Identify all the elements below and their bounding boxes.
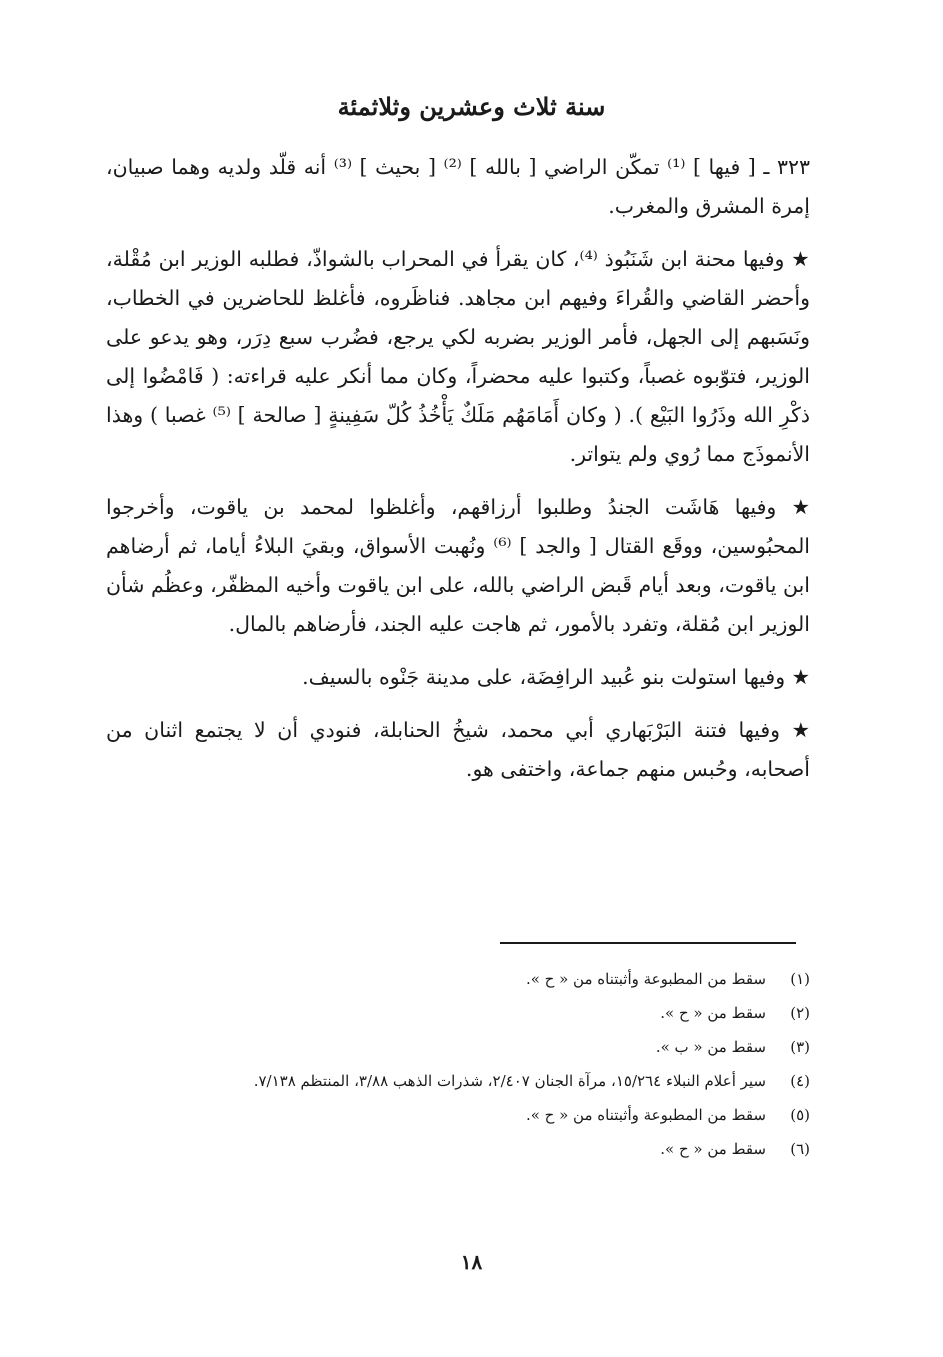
paragraph-year-entry: ٣٢٣ ـ [ فيها ] ⁽¹⁾ تمكّن الراضي [ بالله ] ⁽²⁾ [ بحيث ] ⁽³⁾ أنه قلّد ولديه وهما صبيان، إمرة المشرق والمغرب.: [106, 155, 810, 218]
paragraph-genoa: ★ وفيها استولت بنو عُبيد الرافِضَة، على مدينة جَنْوه بالسيف.: [302, 665, 810, 689]
footnote-number: (٤): [790, 1072, 810, 1090]
footnote-text: سقط من « ح ».: [660, 1140, 766, 1158]
footnotes: [106, 962, 810, 1166]
footnote-number: (٢): [790, 1004, 810, 1022]
footnote-text: سقط من « ب ».: [655, 1038, 766, 1056]
footnote-text: سقط من المطبوعة وأثبتناه من « ح ».: [525, 970, 766, 988]
paragraph-barbahari: ★ وفيها فتنة البَرْبَهاري أبي محمد، شيخُ الحنابلة، فنودي أن لا يجتمع اثنان من أصحابه، وحُبس منهم جماعة، واختفى هو.: [106, 718, 810, 781]
footnote-divider: [500, 942, 796, 944]
footnote-number: (١): [790, 970, 810, 988]
paragraph-ibn-shanabudh: ★ وفيها محنة ابن شَنَبُوذ ⁽⁴⁾، كان يقرأ في المحراب بالشواذّ، فطلبه الوزير ابن مُقْلة، وأحضر القاضي والقُراءَ وفيهم ابن مجاهد. فناظَروه، فأغلظ للحاضرين في الخطاب، ونَسَبهم إلى الجهل، فأمر الوزير بضربه لكي يرجع، فضُرب سبع دِرَر، وهو يدعو على الوزير، فتوّبوه غصباً، وكتبوا عليه محضراً، وكان مما أنكر عليه قراءته: ( فَامْضُوا إلى ذكْرِ الله وذَرُوا البَيْع ). ( وكان أَمَامَهُم مَلَكٌ يَأْخُذُ كُلّ سَفِينةٍ [ صالحة ] ⁽⁵⁾ غصبا ) وهذا الأنموذَج مما رُوي ولم يتواتر.: [106, 247, 810, 466]
footnote-item: [106, 1098, 810, 1132]
page-title: سنة ثلاث وعشرين وثلاثمئة: [337, 92, 606, 121]
footnote-item: [106, 1030, 810, 1064]
footnote-item: [106, 996, 810, 1030]
footnote-item: [106, 962, 810, 996]
footnote-text: سير أعلام النبلاء ١٥/٢٦٤، مرآة الجنان ٢/٤٠٧، شذرات الذهب ٣/٨٨، المنتظم ٧/١٣٨.: [253, 1072, 766, 1090]
footnote-number: (٥): [790, 1106, 810, 1124]
main-text: [106, 148, 810, 789]
footnote-item: [106, 1132, 810, 1166]
footnote-text: سقط من « ح ».: [660, 1004, 766, 1022]
footnote-item: [106, 1064, 810, 1098]
footnote-number: (٣): [790, 1038, 810, 1056]
page-number: ١٨: [460, 1250, 483, 1274]
footnote-text: سقط من المطبوعة وأثبتناه من « ح ».: [525, 1106, 766, 1124]
footnote-number: (٦): [790, 1140, 810, 1158]
paragraph-army-riot: ★ وفيها هَاشَت الجندُ وطلبوا أرزاقهم، وأغلظوا لمحمد بن ياقوت، وأخرجوا المحبُوسين، ووقَع القتال [ والجد ] ⁽⁶⁾ ونُهبت الأسواق، وبقيَ البلاءُ أياما، ثم أرضاهم ابن ياقوت، وبعد أيام قَبض الراضي بالله، على ابن ياقوت وأخيه المظفّر، وعظُم شأن الوزير ابن مُقلة، وتفرد بالأمور، ثم هاجت عليه الجند، فأرضاهم بالمال.: [106, 495, 811, 636]
